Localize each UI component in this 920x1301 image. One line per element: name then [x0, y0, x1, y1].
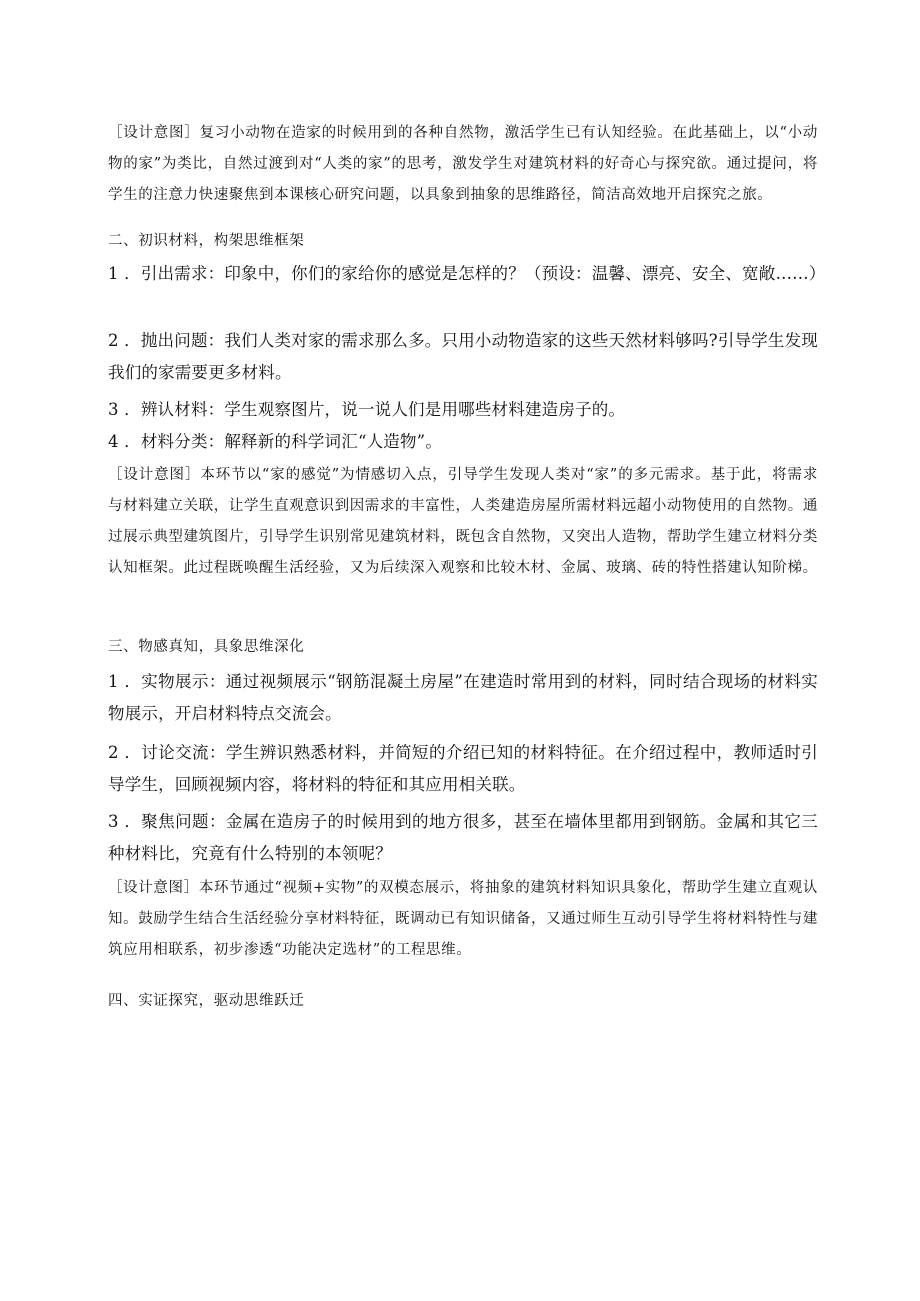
- section-heading-4: 四、实证探究，驱动思维跃迁: [108, 993, 305, 1009]
- section-2-item-1: 1 ．引出需求：印象中，你们的家给你的感觉是怎样的？（预设：温馨、漂亮、安全、宽敞……）: [108, 264, 826, 283]
- section-heading-2: 二、初识材料，构架思维框架: [108, 233, 305, 249]
- design-intent-3: ［设计意图］本环节通过“视频+实物”的双模态展示，将抽象的建筑材料知识具象化，帮助学生建立直观认知。鼓励学生结合生活经验分享材料特征，既调动已有知识储备，又通过师生互动引导学生将材料特性与建筑应用相联系，初步渗透“功能决定选材”的工程思维。: [108, 880, 818, 958]
- design-intent-1: ［设计意图］复习小动物在造家的时候用到的各种自然物，激活学生已有认知经验。在此基础上，以“小动物的家”为类比，自然过渡到对“人类的家”的思考，激发学生对建筑材料的好奇心与探究欲。通过提问，将学生的注意力快速聚焦到本课核心研究问题，以具象到抽象的思维路径，简洁高效地开启探究之旅。: [108, 125, 818, 203]
- section-2-item-4: 4 ．材料分类：解释新的科学词汇“人造物”。: [108, 432, 443, 451]
- section-heading-3: 三、物感真知，具象思维深化: [108, 639, 305, 655]
- section-3-item-1: 1 ．实物展示：通过视频展示“钢筋混凝土房屋”在建造时常用到的材料，同时结合现场的材料实物展示，开启材料特点交流会。: [108, 672, 818, 723]
- section-3-item-2: 2 ．讨论交流：学生辨识熟悉材料，并简短的介绍已知的材料特征。在介绍过程中，教师适时引导学生，回顾视频内容，将材料的特征和其应用相关联。: [108, 743, 818, 794]
- section-3-item-3: 3 ．聚焦问题：金属在造房子的时候用到的地方很多，甚至在墙体里都用到钢筋。金属和其它三种材料比，究竟有什么特别的本领呢？: [108, 812, 818, 863]
- design-intent-2: ［设计意图］本环节以“家的感觉”为情感切入点，引导学生发现人类对“家”的多元需求。基于此，将需求与材料建立关联，让学生直观意识到因需求的丰富性，人类建造房屋所需材料远超小动物使用的自然物。通过展示典型建筑图片，引导学生识别常见建筑材料，既包含自然物，又突出人造物，帮助学生建立材料分类认知框架。此过程既唤醒生活经验，又为后续深入观察和比较木材、金属、玻璃、砖的特性搭建认知阶梯。: [108, 467, 818, 576]
- section-2-item-3: 3 ．辨认材料：学生观察图片，说一说人们是用哪些材料建造房子的。: [108, 400, 626, 419]
- section-2-item-2: 2 ．抛出问题：我们人类对家的需求那么多。只用小动物造家的这些天然材料够吗?引导学生发现我们的家需要更多材料。: [108, 331, 818, 382]
